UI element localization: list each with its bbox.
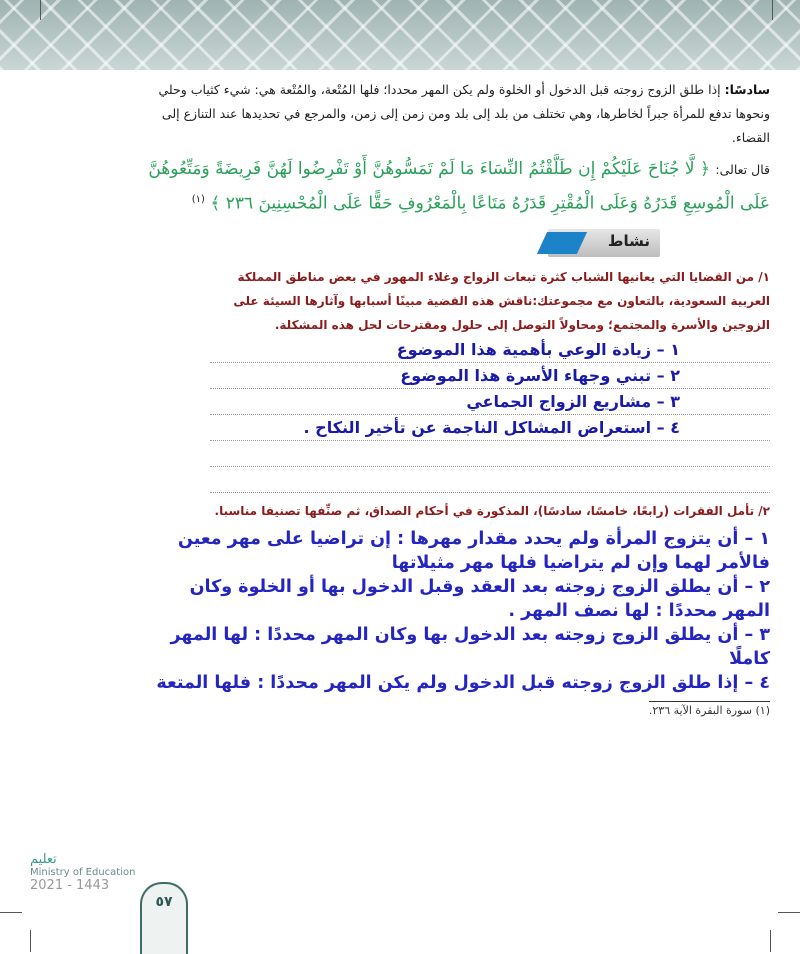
sixth-text: إذا طلق الزوج زوجته قبل الدخول أو الخلوة ولم يكن المهر محددا؛ فلها المُتْعة، والمُتْعة هي: شيء كثياب وحلي ونحوها تدفع للمرأة جبراً لخاطرها، وهي تختلف من بلد إلى بلد ومن زمن إلى زمن، والمرجع في تحديدها عند التنازع إلى القضاء. [158, 82, 770, 145]
crop-mark [0, 912, 22, 913]
sixth-paragraph [130, 78, 770, 150]
q2-answer: ١ – أن يتزوج المرأة ولم يحدد مقدار مهرها : إن تراضيا على مهر معين فالأمر لهما وإن لم يتراضيا فلها مهر مثيلاتها [177, 528, 770, 573]
crop-mark [770, 930, 771, 952]
page-content [130, 78, 770, 718]
header-pattern [0, 0, 800, 70]
q2-answers [150, 527, 770, 695]
crop-mark [778, 912, 800, 913]
q2-answer: ٣ – أن يطلق الزوج زوجته بعد الدخول بها وكان المهر محددًا : لها المهر كاملًا [170, 624, 770, 669]
logo-year: 2021 - 1443 [30, 878, 110, 893]
q1-answer: ٢ – تبني وجهاء الأسرة هذا الموضوع [210, 363, 770, 389]
logo-arabic: تعليم [30, 852, 57, 867]
quran-verse [130, 154, 770, 219]
answer-line [210, 467, 770, 493]
quran-text: ﴿ لَّا جُنَاحَ عَلَيْكُمْ إِن طَلَّقْتُمُ النِّسَاءَ مَا لَمْ تَمَسُّوهُنَّ أَوْ تَفْرِضُوا لَهُنَّ فَرِيضَةً وَمَتِّعُوهُنَّ عَلَى الْمُوسِعِ قَدَرُهُ وَعَلَى الْمُقْتِرِ قَدَرُهُ مَتَاعًا بِالْمَعْرُوفِ حَقًّا عَلَى الْمُحْسِنِينَ ٢٣٦ ﴾ [148, 159, 770, 214]
page-number: ٥٧ [155, 894, 173, 910]
footnote: (١) سورة البقرة الآية ٢٣٦. [649, 701, 770, 717]
footnote-ref: (١) [191, 194, 205, 205]
q2-answer: ٢ – أن يطلق الزوج زوجته بعد العقد وقبل الدخول بها أو الخلوة وكان المهر محددًا : لها نصف المهر . [189, 576, 770, 621]
logo-english: Ministry of Education [30, 867, 136, 878]
crop-mark [40, 0, 41, 20]
sixth-label: سادسًا: [724, 82, 770, 97]
q1-answer-lines [210, 337, 770, 493]
q1-answer: ٣ – مشاريع الزواج الجماعي [210, 389, 770, 415]
activity-header-row [130, 229, 770, 257]
crop-mark [772, 0, 773, 20]
activity-tab-decoration [537, 232, 587, 254]
q1-answer: ١ – زيادة الوعي بأهمية هذا الموضوع [210, 337, 770, 363]
question-1: ١/ من القضايا التي يعانيها الشباب كثرة تبعات الزواج وغلاء المهور في بعض مناطق المملكة العربية السعودية، بالتعاون مع مجموعتك:ناقش هذه القضية مبينًا أسبابها وآثارها السيئة على الزوجين والأسرة والمجتمع؛ ومحاولاً التوصل إلى حلول ومقترحات لحل هذه المشكلة. [233, 269, 770, 332]
q2-answer: ٤ – إذا طلق الزوج زوجته قبل الدخول ولم يكن المهر محددًا : فلها المتعة [156, 672, 770, 693]
ministry-logo [30, 852, 135, 893]
activity-title: نشاط [607, 231, 650, 250]
activity-header [548, 229, 660, 257]
page-number-badge [140, 882, 188, 954]
answer-line [210, 441, 770, 467]
crop-mark [30, 930, 31, 952]
q1-answer: ٤ – استعراض المشاكل الناجمة عن تأخير النكاح . [210, 415, 770, 441]
question-2: ٢/ تأمل الفقرات (رابعًا، خامسًا، سادسًا)، المذكورة في أحكام الصداق، ثم صنِّفها تصنيفا مناسبا. [214, 503, 770, 518]
quran-label: قال تعالى: [715, 162, 770, 177]
